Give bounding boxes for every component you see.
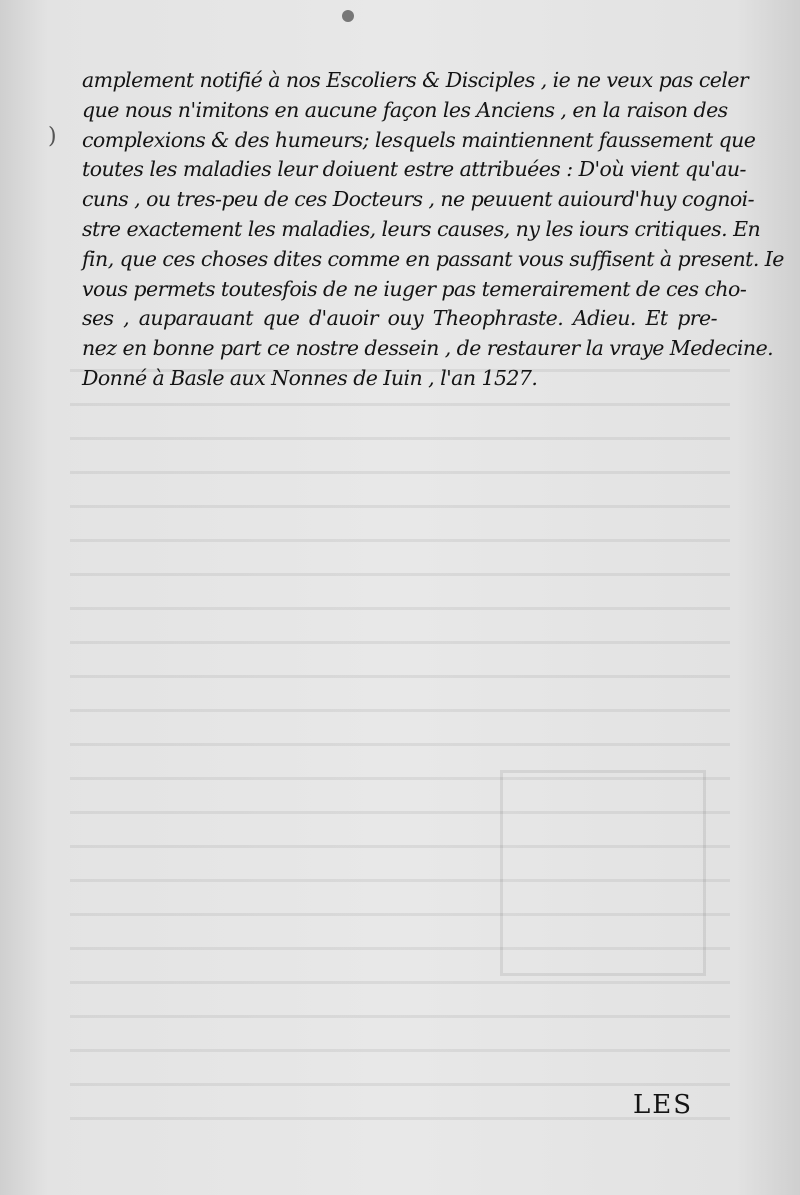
margin-mark: ): [48, 124, 57, 149]
text-line: complexions & des humeurs; lesquels maintiennent faussement que: [82, 127, 756, 152]
ink-spot: [342, 10, 354, 22]
text-line: fin, que ces choses dites comme en passant vous suffisent à present. Ie: [82, 246, 784, 271]
text-line: amplement notifié à nos Escoliers & Disciples , ie ne veux pas celer: [82, 68, 749, 92]
catchword: LES: [633, 1090, 694, 1120]
text-line: que nous n'imitons en aucune façon les Anciens , en la raison des: [82, 97, 728, 122]
text-line: stre exactement les maladies, leurs causes, ny les iours critiques. En: [82, 216, 761, 241]
text-line: ses , auparauant que d'auoir ouy Theophraste. Adieu. Et pre-: [82, 306, 717, 331]
text-line: vous permets toutesfois de ne iuger pas temerairement de ces cho-: [82, 276, 747, 301]
text-line: nez en bonne part ce nostre dessein , de restaurer la vraye Medecine.: [82, 336, 774, 361]
show-through-text: [70, 360, 730, 1120]
dateline: Donné à Basle aux Nonnes de Iuin , l'an 1527.: [82, 365, 538, 390]
show-through-ornament: [500, 770, 706, 976]
body-text: [82, 66, 784, 394]
text-line: cuns , ou tres-peu de ces Docteurs , ne peuuent auiourd'huy cognoi-: [82, 187, 755, 212]
text-line: toutes les maladies leur doiuent estre attribuées : D'où vient qu'au-: [82, 157, 746, 182]
